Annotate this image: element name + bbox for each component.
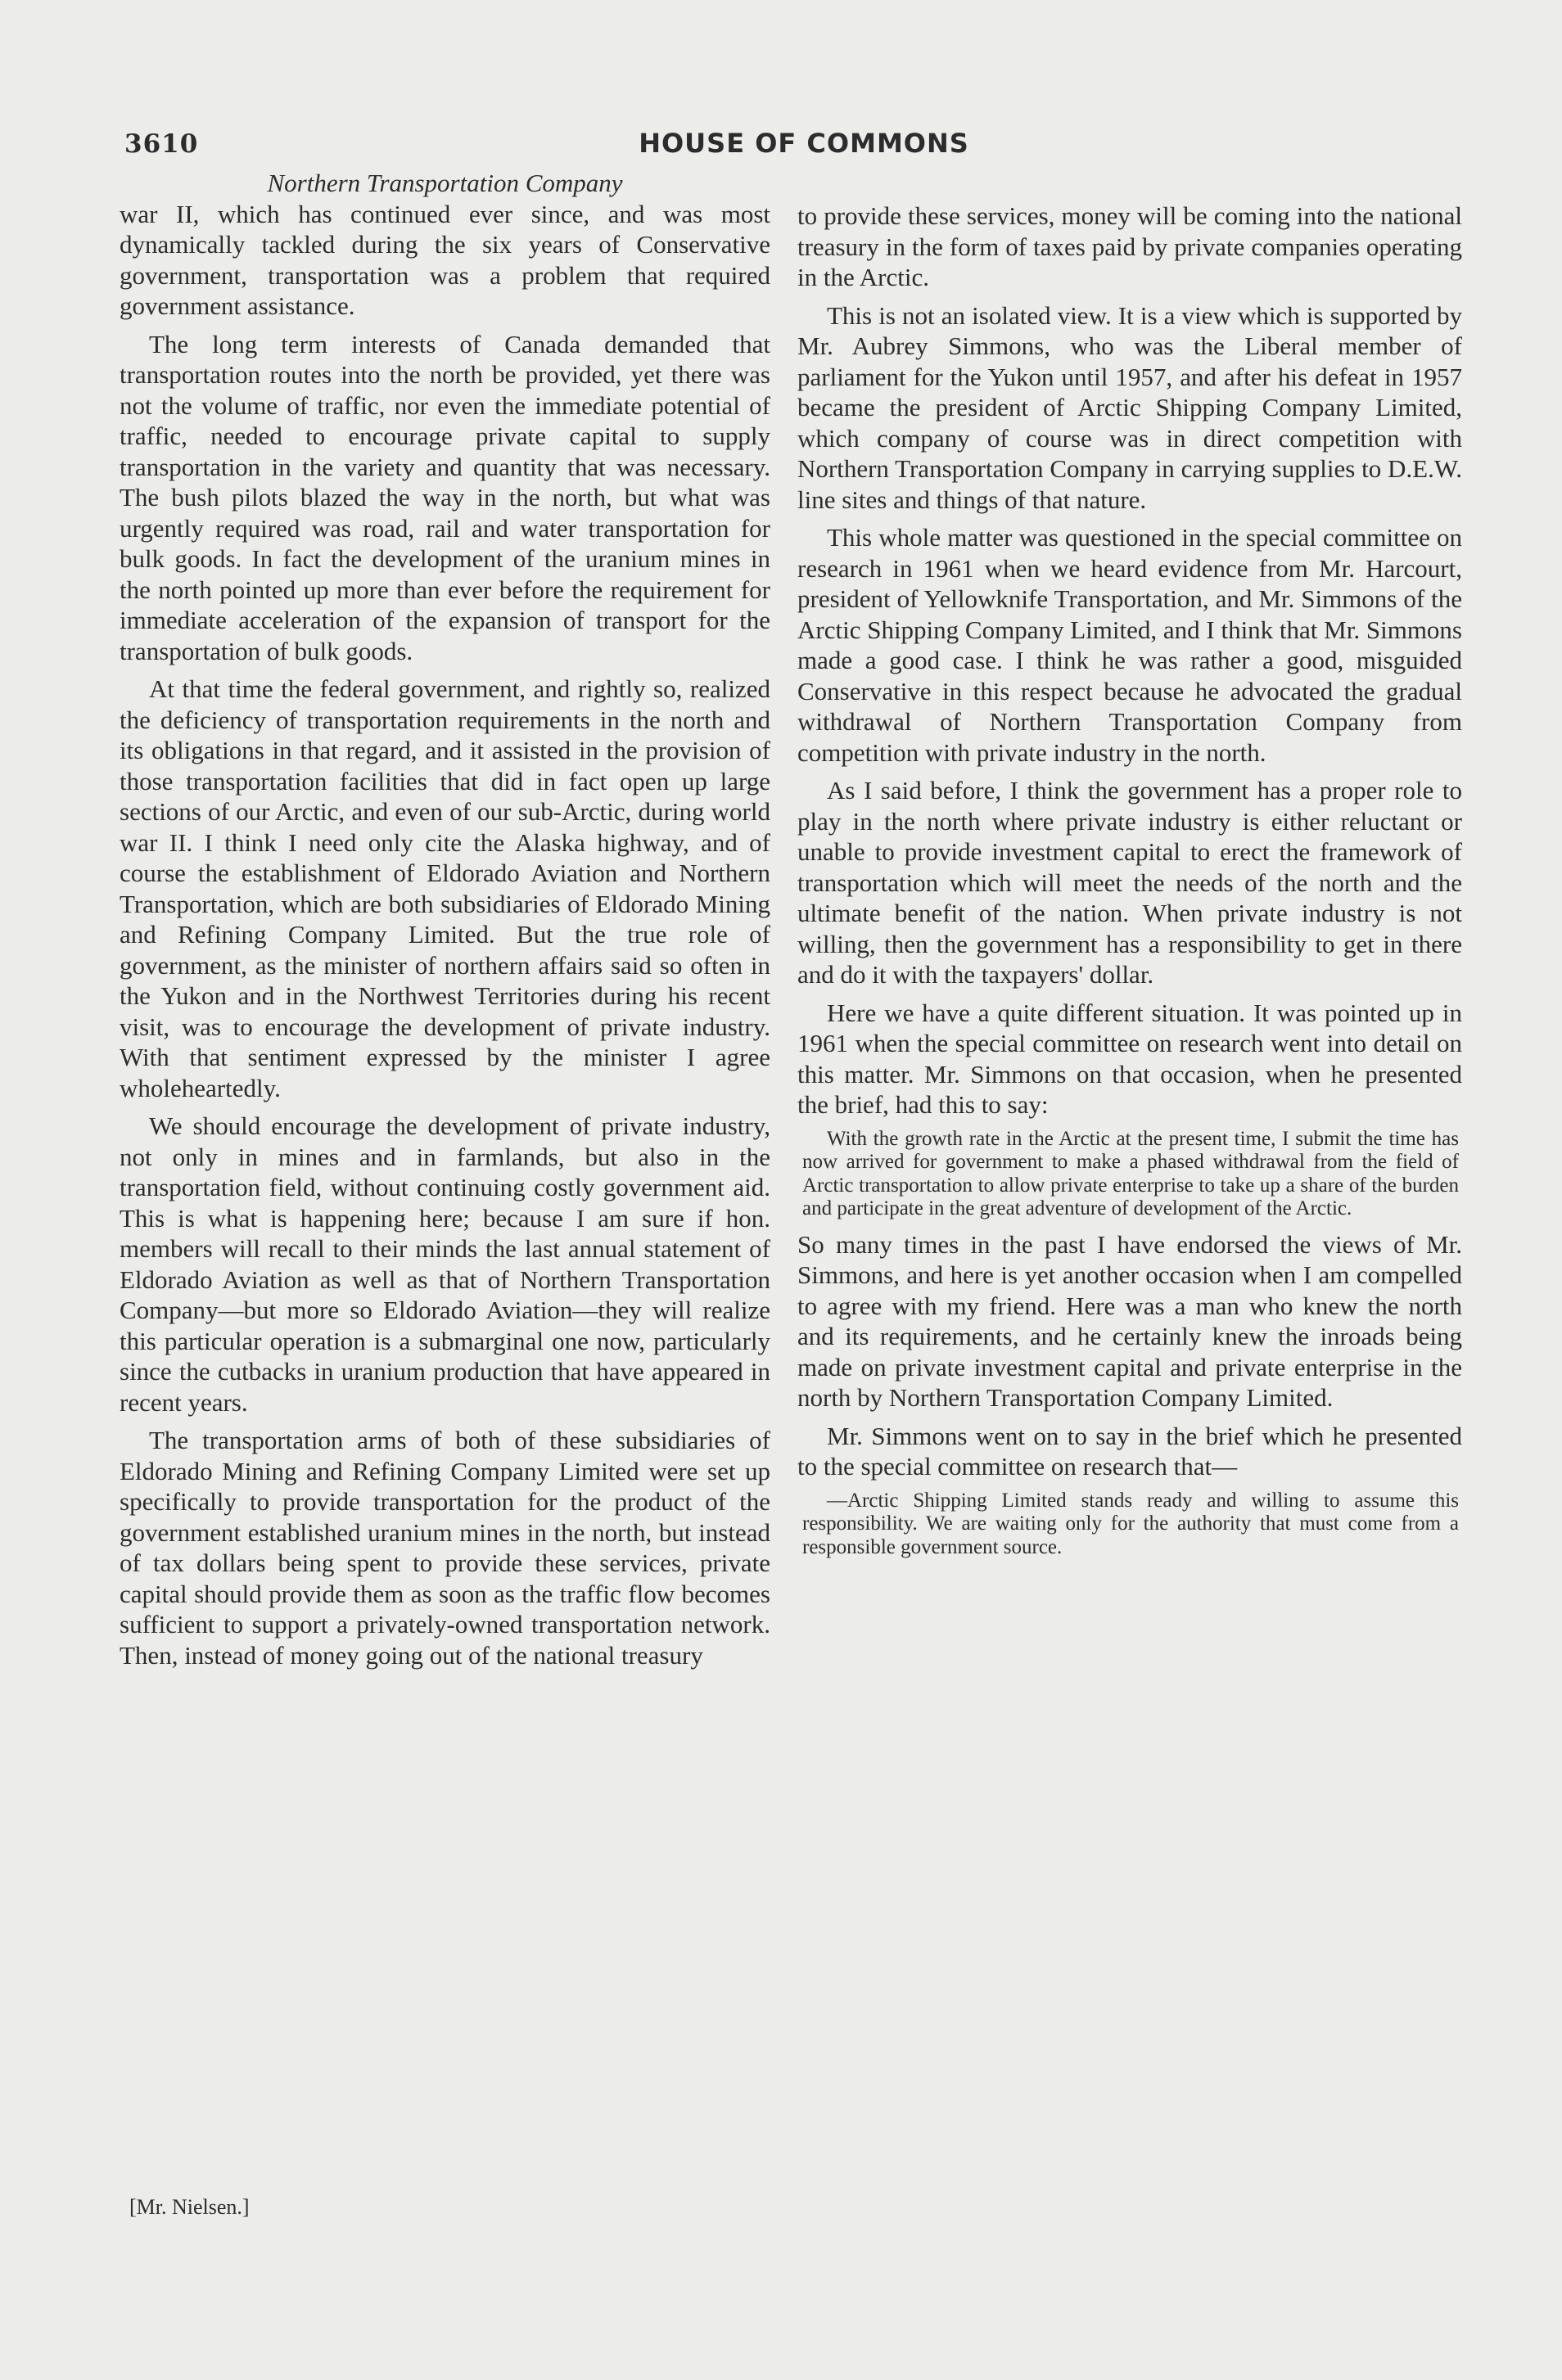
paragraph: At that time the federal government, and rightly so, realized the deficiency of transportation requirements in the north and its obligations in that regard, and it assisted in the provision of those transportation facilities that did in fact open up large sections of our Arctic, and even of our sub-Arctic, during world war II. I think I need only cite the Alaska highway, and of course the establishment of Eldorado Aviation and Northern Transportation, which are both subsidiaries of Eldorado Mining and Refining Company Limited. But the true role of government, as the minister of northern affairs said so often in the Yukon and in the Northwest Territories during his recent visit, was to encourage the development of private industry. With that sentiment expressed by the minister I agree wholeheartedly. <box>120 674 770 1102</box>
paragraph: war II, which has continued ever since, and was most dynamically tackled during the six years of Conservative government, transportation was a problem that required government assistance. <box>120 199 770 320</box>
paragraph: to provide these services, money will be coming into the national treasury in the form of taxes paid by private companies operating in the Arctic. <box>797 201 1462 291</box>
paragraph: We should encourage the development of private industry, not only in mines and in farmlands, but also in the transportation field, without continuing costly government aid. This is what is happening here; because I am sure if hon. members will recall to their minds the last annual statement of Eldorado Aviation as well as that of Northern Transportation Company—but more so Eldorado Aviation—they will realize this particular operation is a submarginal one now, particularly since the cutbacks in uranium production that have appeared in recent years. <box>120 1111 770 1417</box>
paragraph: This is not an isolated view. It is a view which is supported by Mr. Aubrey Simmons, who was the Liberal member of parliament for the Yukon until 1957, and after his defeat in 1957 became the president of Arctic Shipping Company Limited, which company of course was in direct competition with Northern Transportation Company in carrying supplies to D.E.W. line sites and things of that nature. <box>797 300 1462 514</box>
paragraph: As I said before, I think the government has a proper role to play in the north where private industry is either reluctant or unable to provide investment capital to erect the framework of transportation which will meet the needs of the north and the ultimate benefit of the nation. When private industry is not willing, then the government has a responsibility to get in there and do it with the taxpayers' dollar. <box>797 776 1462 989</box>
paragraph: The transportation arms of both of these subsidiaries of Eldorado Mining and Refining Company Limited were set up specifically to provide transportation for the product of the government established uranium mines in the north, but instead of tax dollars being spent to provide these services, private capital should provide them as soon as the traffic flow becomes sufficient to support a privately-owned transportation network. Then, instead of money going out of the national treasury <box>120 1426 770 1670</box>
paragraph: Mr. Simmons went on to say in the brief which he presented to the special committee on research that— <box>797 1421 1462 1481</box>
left-column <box>120 168 770 1678</box>
running-head: HOUSE OF COMMONS <box>639 128 969 159</box>
block-quote: With the growth rate in the Arctic at the present time, I submit the time has now arrived for government to make a phased withdrawal from the field of Arctic transportation to allow private enterprise to take up a share of the burden and participate in the great adventure of development of the Arctic. <box>802 1127 1459 1219</box>
section-subhead: Northern Transportation Company <box>267 169 623 197</box>
paragraph: This whole matter was questioned in the special committee on research in 1961 when we heard evidence from Mr. Harcourt, president of Yellowknife Transportation, and Mr. Simmons of the Arctic Shipping Company Limited, and I think that Mr. Simmons made a good case. I think he was rather a good, misguided Conservative in this respect because he advocated the gradual withdrawal of Northern Transportation Company from competition with private industry in the north. <box>797 523 1462 767</box>
speaker-attribution: [Mr. Nielsen.] <box>129 2195 250 2219</box>
block-quote: —Arctic Shipping Limited stands ready and willing to assume this responsibility. We are waiting only for the authority that must come from a responsible government source. <box>802 1489 1459 1558</box>
page-number: 3610 <box>124 129 199 159</box>
right-column <box>797 201 1462 1567</box>
paragraph: Here we have a quite different situation. It was pointed up in 1961 when the special committee on research went into detail on this matter. Mr. Simmons on that occasion, when he presented the brief, had this to say: <box>797 998 1462 1119</box>
paragraph: The long term interests of Canada demanded that transportation routes into the north be provided, yet there was not the volume of traffic, nor even the immediate potential of traffic, needed to encourage private capital to supply transportation in the variety and quantity that was necessary. The bush pilots blazed the way in the north, but what was urgently required was road, rail and water transportation for bulk goods. In fact the development of the uranium mines in the north pointed up more than ever before the requirement for immediate acceleration of the expansion of transport for the transportation of bulk goods. <box>120 329 770 665</box>
paragraph: So many times in the past I have endorsed the views of Mr. Simmons, and here is yet another occasion when I am compelled to agree with my friend. Here was a man who knew the north and its requirements, and he certainly knew the inroads being made on private investment capital and private enterprise in the north by Northern Transportation Company Limited. <box>797 1229 1462 1412</box>
